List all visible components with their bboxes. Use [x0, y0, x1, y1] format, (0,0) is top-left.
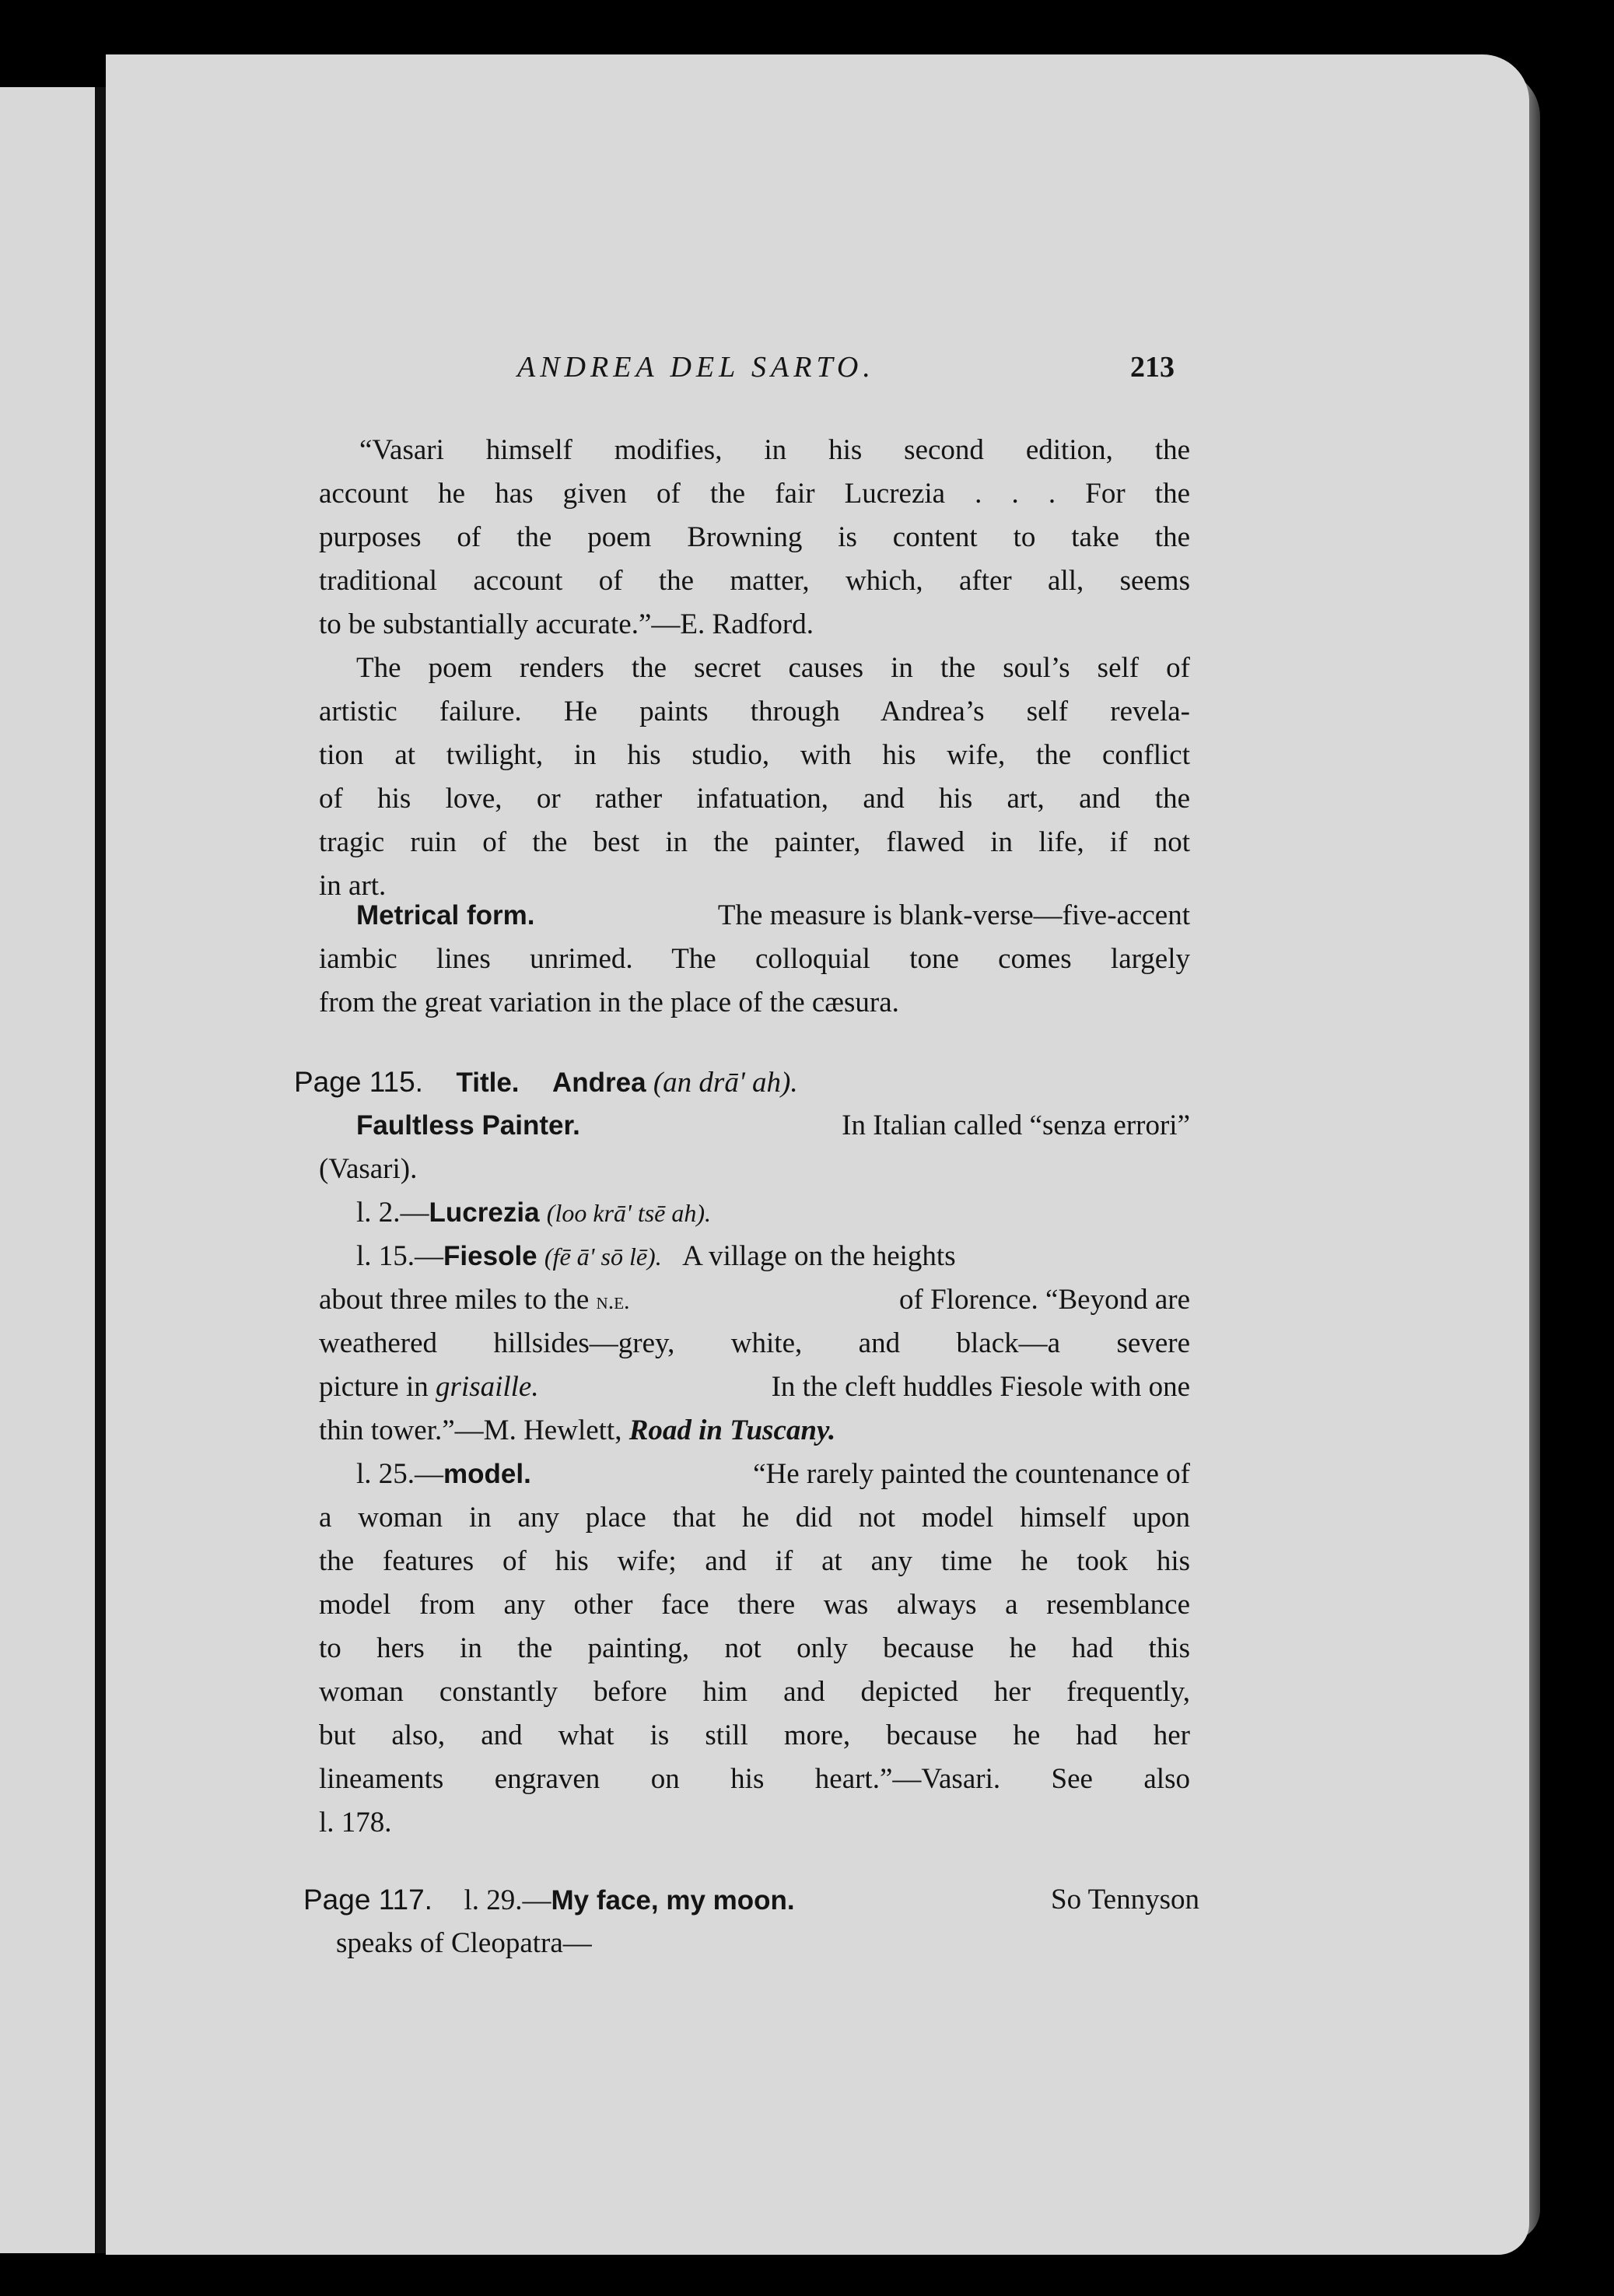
pronunciation: (fē ā' sō lē).	[544, 1243, 662, 1271]
text-span: thin tower.”—M. Hewlett,	[319, 1414, 622, 1446]
text-line: to hers in the painting, not only because he had this	[319, 1632, 1190, 1664]
line-ref: l. 25.—	[356, 1458, 444, 1490]
note-line-25	[356, 1453, 1190, 1496]
note-line-15	[356, 1235, 1190, 1278]
term-my-face-my-moon: My face, my moon.	[551, 1885, 795, 1916]
text-line: model from any other face there was always a resemblance	[319, 1589, 1190, 1621]
italic-term: grisaille.	[436, 1371, 539, 1403]
abbrev-ne: n.e.	[596, 1288, 630, 1314]
line-ref: l. 15.—	[356, 1240, 444, 1272]
page-label: Page 117.	[303, 1884, 432, 1916]
text-line: “Vasari himself modifies, in his second edition, the	[359, 434, 1190, 466]
term-andrea: Andrea	[552, 1067, 646, 1098]
metrical-form-line	[356, 894, 1190, 938]
term-model: model.	[443, 1459, 531, 1489]
text-line: of his love, or rather infatuation, and his art, and the	[319, 783, 1190, 815]
text-line: iambic lines unrimed. The colloquial tone comes largely	[319, 943, 1190, 975]
text-line	[319, 1278, 1190, 1323]
text-line: purposes of the poem Browning is content to take the	[319, 521, 1190, 553]
line-ref: l. 2.—	[356, 1197, 429, 1229]
term-fiesole: Fiesole	[443, 1241, 537, 1271]
metrical-form-heading: Metrical form.	[356, 900, 535, 931]
text-line: a woman in any place that he did not model himself upon	[319, 1502, 1190, 1534]
pronunciation: (loo krā' tsē ah).	[546, 1199, 712, 1227]
pronunciation: (an drā' ah).	[653, 1067, 798, 1099]
term-faultless-painter: Faultless Painter.	[356, 1110, 580, 1141]
text-span: So Tennyson	[1051, 1884, 1199, 1916]
line-ref: l. 29.—	[464, 1884, 551, 1916]
text-line: (Vasari).	[319, 1153, 418, 1185]
text-line: lineaments engraven on his heart.”—Vasari. See also	[319, 1763, 1190, 1795]
text-line: the features of his wife; and if at any time he took his	[319, 1545, 1190, 1577]
note-line-2	[356, 1191, 1227, 1235]
page-117-heading-line	[303, 1878, 1199, 1923]
text-line: to be substantially accurate.”—E. Radford.	[319, 608, 814, 640]
text-span: “He rarely painted the countenance of	[753, 1458, 1190, 1490]
text-line: from the great variation in the place of the cæsura.	[319, 987, 899, 1018]
text-line: weathered hillsides—grey, white, and black—a severe	[319, 1327, 1190, 1359]
running-head: ANDREA DEL SARTO.	[517, 351, 875, 384]
text-line: in art.	[319, 870, 387, 902]
book-title: Road in Tuscany.	[628, 1414, 836, 1446]
text-line: traditional account of the matter, which, after all, seems	[319, 565, 1190, 597]
text-line: tragic ruin of the best in the painter, flawed in life, if not	[319, 826, 1190, 858]
text-line	[319, 1409, 1190, 1453]
text-span: In Italian called “senza errori”	[842, 1109, 1190, 1141]
page-label: Page 115.	[294, 1066, 423, 1098]
text-line: tion at twilight, in his studio, with his wife, the conflict	[319, 739, 1190, 771]
text-span: picture in	[319, 1371, 429, 1403]
page-115-heading-line	[294, 1060, 1190, 1105]
term-lucrezia: Lucrezia	[429, 1197, 540, 1228]
text-span: The measure is blank-verse—five-accent	[717, 899, 1190, 931]
text-span: of Florence. “Beyond are	[899, 1284, 1190, 1316]
text-line: woman constantly before him and depicted her frequently,	[319, 1676, 1190, 1708]
text-span: In the cleft huddles Fiesole with one	[771, 1371, 1190, 1403]
page-number: 213	[1130, 351, 1175, 384]
text-line: The poem renders the secret causes in the soul’s self of	[356, 652, 1190, 684]
text-line	[319, 1365, 1190, 1409]
text-line: account he has given of the fair Lucrezia . . . For the	[319, 478, 1190, 510]
text-line: speaks of Cleopatra—	[336, 1927, 592, 1959]
text-line: l. 178.	[319, 1807, 392, 1839]
text-line: artistic failure. He paints through Andrea’s self revela-	[319, 696, 1190, 727]
text-span: A village on the heights	[682, 1240, 956, 1272]
text-span: about three miles to the	[319, 1284, 590, 1316]
title-label: Title.	[456, 1067, 520, 1098]
faultless-painter-line	[356, 1104, 1190, 1148]
text-line: but also, and what is still more, because he had her	[319, 1719, 1190, 1751]
